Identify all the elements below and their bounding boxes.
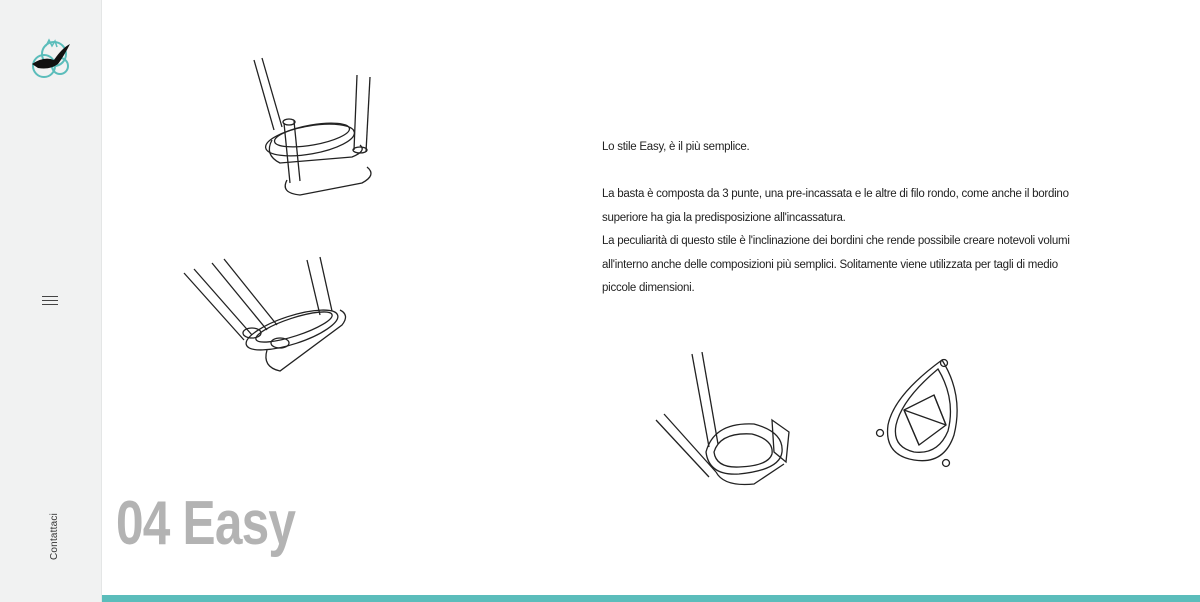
bottom-accent-bar <box>102 595 1200 602</box>
bird-logo-icon[interactable] <box>24 34 74 84</box>
section-title: 04 Easy <box>116 489 296 558</box>
contact-link[interactable]: Contattaci <box>49 512 60 560</box>
setting-sketch-middle <box>182 255 352 380</box>
main-content <box>102 0 1200 602</box>
description-paragraph-1: Lo stile Easy, è il più semplice. <box>602 141 750 153</box>
hamburger-menu-icon[interactable] <box>38 293 62 311</box>
description-paragraph-3: La peculiarità di questo stile è l'inclinazione dei bordini che rende possibile creare notevoli volumi all'interno anche delle composizioni più semplici. Solitamente viene utilizzata per tagli di medio piccole dimensioni. <box>602 235 1070 294</box>
setting-sketch-bottom <box>654 352 804 492</box>
setting-sketch-top <box>242 55 392 205</box>
sidebar <box>0 0 102 602</box>
section-description <box>602 136 1082 301</box>
pear-stone-sketch <box>874 355 969 470</box>
description-paragraph-2: La basta è composta da 3 punte, una pre-incassata e le altre di filo rondo, come anche il bordino superiore ha gia la predisposizione all'incassatura. <box>602 188 1069 224</box>
